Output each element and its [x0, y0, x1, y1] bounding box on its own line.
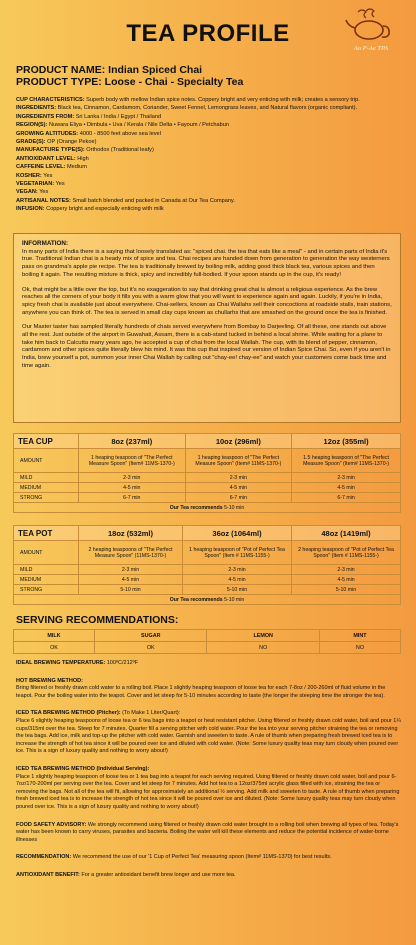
size-header: 8oz (237ml) [79, 434, 186, 449]
serving-table [13, 629, 401, 654]
svg-text:Ao P-Ae TPA: Ao P-Ae TPA [353, 45, 389, 52]
table-row: AMOUNT 1 heaping teaspoon of "The Perfect Measure Spoon" (Item# 11MS-1370-) 1 heaping teaspoon of "The Perfect Measure Spoon" (Item# 11MS-1370-) 1.5 heaping teaspoon of "The Perfect Measure Spoon" (Item# 11MS-1370-) [14, 449, 401, 473]
information-box [13, 233, 401, 423]
char-row: INGREDIENTS: Black tea, Cinnamon, Cardamom, Coriander, Sweet Fennel, Lemongrass leaves, and Natural flavors (organic compliant). [16, 105, 358, 112]
char-row: VEGAN: Yes [16, 189, 49, 196]
product-header [16, 64, 243, 88]
char-row: INFUSION: Coppery bright and especially enticing with milk [16, 206, 164, 213]
char-row: REGION(S): Nuwara Eliya • Dimbula • Uva / Kerala / Nile Delta • Fayoum / Petchabun [16, 122, 229, 129]
table-row: MILD 2-3 min 2-3 min 2-3 min [14, 473, 401, 483]
table-row: AMOUNT 2 heaping teaspoons of "The Perfect Measure Spoon" (11MS-1370-) 1 heaping teaspoon of "Pot of Perfect Tea Spoon" (Item # 11MS-1155-) 2 heaping teaspoon of "Pot of Perfect Tea Spoon" (Item # 11MS-1155-) [14, 541, 401, 565]
char-row: GROWING ALTITUDES: 4000 - 8500 feet above sea level [16, 130, 161, 137]
char-row: CAFFEINE LEVEL: Medium [16, 164, 87, 171]
product-type: PRODUCT TYPE: Loose - Chai - Specialty Tea [16, 76, 244, 88]
char-row: KOSHER: Yes [16, 172, 53, 179]
tea-cup-header: TEA CUP [14, 434, 79, 449]
iced-pitcher-method: ICED TEA BREWING METHOD (Pitcher): (To Make 1 Liter/Quart): Place 6 slightly heaping teaspoons of loose tea or 6 tea bags into a teapot or heat resistant pitcher. Using filtered or freshly drawn cold water, boil and pour 1¼ cups/315ml over the tea. Steep for 7 minutes. Quarter fill a serving pitcher with cold water. Pour the tea into your serving pitcher straining the tea or removing the tea bags. Add ice, milk and top-up the pitcher with cold water. Garnish and sweeten to taste. A rule of thumb when preparing fresh brewed iced tea is to increase the strength of hot tea since it will be poured over ice and diluted with cold water. (Note: Some luxury quality teas may turn cloudy when poured over ice. This is a sign of luxury quality and nothing to worry about!) [16, 710, 401, 755]
serving-header-row: MILK SUGAR LEMON MINT [14, 630, 401, 642]
table-row: MEDIUM 4-5 min 4-5 min 4-5 min [14, 575, 401, 585]
food-safety-advisory: FOOD SAFETY ADVISORY: We strongly recommend using filtered or freshly drawn cold water brought to a rolling boil when brewing all types of tea. Today's water has been known to carry viruses, parasites and bacteria. Boiling the water will kill these elements and reduce the potential incidence of water-borne illnesses [16, 821, 399, 843]
tea-pot-header: TEA POT [14, 526, 79, 541]
tea-cup-table [13, 433, 401, 513]
recommendation: RECOMMENDATION: We recommend the use of our '1 Cup of Perfect Tea' measuring spoon (Item# 11MS-1370) for best results. [16, 854, 332, 861]
brewing-instructions [16, 660, 402, 889]
table-row: MILD 2-3 min 2-3 min 2-3 min [14, 565, 401, 575]
char-row: ARTISANAL NOTES: Small batch blended and packed in Canada at Our Tea Company. [16, 197, 235, 204]
product-name: PRODUCT NAME: Indian Spiced Chai [16, 64, 203, 76]
information-heading: INFORMATION: [22, 240, 69, 247]
table-row: STRONG 6-7 min 6-7 min 6-7 min [14, 493, 401, 503]
size-header: 18oz (532ml) [79, 526, 183, 541]
ideal-temperature: IDEAL BREWING TEMPERATURE: 100ºC/212ºF [16, 660, 139, 666]
hot-brewing-method: HOT BREWING METHOD: Bring filtered or freshly drawn cold water to a rolling boil. Place 1 slightly heaping teaspoon of loose tea for each 7-8oz / 200-260ml of fluid volume in the teapot. Pour the boiling water into the teapot. Cover and let steep for 5-10 minutes according to taste (the longer the steeping time the stronger the tea). [16, 677, 386, 699]
serving-heading: SERVING RECOMMENDATIONS: [16, 614, 179, 626]
iced-individual-method: ICED TEA BREWING METHOD (Individual Serving): Place 1 slightly heaping teaspoon of loose tea or 1 tea bag into a teapot for each serving required. Using filtered or freshly drawn cold water, boil and pour 6- 7oz/170-200ml per serving over the tea. Cover and let steep for 7 minutes. Add hot tea to a 12oz/375ml acrylic glass filled with ice, straining the tea or removing the bags. Not all of the tea will fit, allowing for approximately an additional ½ serving. Add milk and sweeten to taste. A rule of thumb when preparing fresh brewed iced tea is to increase the strength of hot tea since it will be poured over ice and diluted. (Note: Some luxury quality teas may turn cloudy when poured over ice. This is a sign of luxury quality and nothing to worry about!) [16, 765, 400, 810]
char-row: ANTIOXIDANT LEVEL: High [16, 155, 89, 162]
char-row: VEGETARIAN: Yes [16, 181, 65, 188]
characteristics-list [16, 96, 404, 214]
size-header: 48oz (1419ml) [292, 526, 401, 541]
serving-value-row: OK OK NO NO [14, 642, 401, 654]
char-row: CUP CHARACTERISTICS: Superb body with mellow Indian spice notes. Coppery bright and very enticing with milk; creates a sensory trip. [16, 97, 360, 103]
size-header: 36oz (1064ml) [183, 526, 292, 541]
tea-pot-table [13, 525, 401, 605]
recommend-row: Our Tea recommends 5-10 min [14, 503, 401, 513]
size-header: 10oz (296ml) [185, 434, 292, 449]
information-paragraph: Ok, that might be a little over the top, but it's no exaggeration to say that drinking great chai is almost a religious experience. As the brew reaches all the corners of your body it fills you with a warm glow that you will want to experience again and again. Luckily, if you're in India, spicy fresh chai is available just about everywhere. Chai-sellers, known as Chai Wallahs sell their concoctions at roadside stalls, train stations, anywhere you can think of. The tea is served in small clay cups known as chullarhs that are smashed on the ground once the tea is finished. [22, 286, 392, 316]
size-header: 12oz (355ml) [292, 434, 401, 449]
char-row: MANUFACTURE TYPE(S): Orthodox (Traditional leafy) [16, 147, 154, 154]
antioxidant-benefit: ANTIOXIDANT BENEFIT: For a greater antioxidant benefit brew longer and use more tea. [16, 871, 236, 878]
recommend-row: Our Tea recommends 5-10 min [14, 595, 401, 605]
table-row: STRONG 5-10 min 5-10 min 5-10 min [14, 585, 401, 595]
char-row: GRADE(S): OP (Orange Pekoe) [16, 139, 97, 146]
teapot-logo-icon [336, 6, 406, 56]
char-row: INGREDIENTS FROM: Sri Lanka / India / Egypt / Thailand [16, 113, 162, 120]
information-paragraph: Our Master taster has sampled literally hundreds of chais served everywhere from Bombay to Darjeeling. Of all these, one stands out above all the rest. Just outside of the airport in Guwahati, Assam, there is a cab-stand tucked in behind a local shrine. While waiting for a plane to take him back to Calcutta many years ago, he accepted a cup of chai from the local Wallah. The cup, with its blend of pepper, cinnamon, cardamom and other spices quite literally blew his mind. It was this cup that inspired our version of Indian Spice Chai. So, even if you aren't in India, brew yourself a pot, summon your inner Chai Wallah by calling out "chay-ee! chay-ee" and watch your customers come back time and time again. [22, 324, 391, 369]
information-paragraph: In many parts of India there is a saying that loosely translated as: "spiced chai. the tea that eats like a meal" - and in certain parts of India it's true. Traditional Indian chai is a heady mix of spice and tea. Chai recipes are handed down from generation to generation the way westerners pass on grandma's apple pie recipe. The tea is traditionally brewed by boiling milk, adding good thick black tea, various spices and then boiling it again. The resulting mixture is thick, spicy and incredibly full-bodied. If your spoon stands up in the cup, it's ready! [22, 248, 390, 278]
page-title: TEA PROFILE [126, 20, 290, 47]
table-row: MEDIUM 4-5 min 4-5 min 4-5 min [14, 483, 401, 493]
